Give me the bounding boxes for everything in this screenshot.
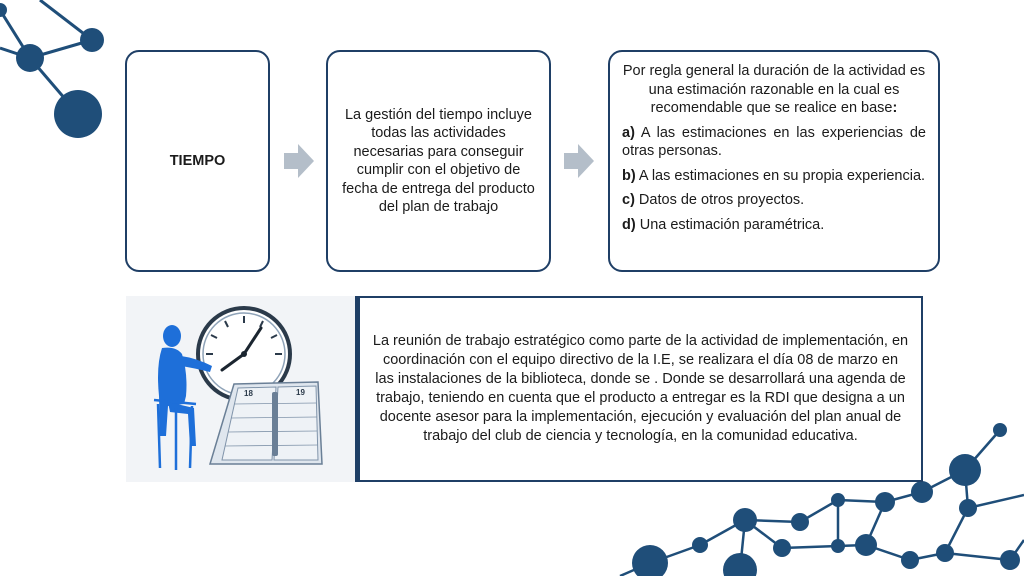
network-node [949,454,981,486]
estimacion-item: b) A las estimaciones en su propia experiencia. [622,167,926,184]
network-node [723,553,757,576]
clock-illustration-panel [126,296,355,482]
estimacion-item: c) Datos de otros proyectos. [622,192,805,208]
network-node [632,545,668,576]
network-node [733,508,757,532]
reunion-text: La reunión de trabajo estratégico como parte de la actividad de implementación, en coordinación con el equipo directivo de la I.E, se realizara el día 08 de marzo en las instalaciones de la biblioteca, donde se . Donde se desarrollará una agenda de trabajo, teniendo en cuenta que el producto a entregar es la RDI que designa a un docente asesor para la implementación, ejecución y evaluación del plan anual de trabajo del club de ciencia y tecnología, en la comunidad educativa. [372,333,909,444]
network-node [773,539,791,557]
network-node [16,44,44,72]
network-node [1000,550,1020,570]
network-node [791,513,809,531]
gestion-tiempo-box [326,50,551,272]
network-node [855,534,877,556]
network-node [901,551,919,569]
calendar-page-left: 18 [244,389,253,398]
estimacion-box [608,50,940,272]
network-node [0,3,7,17]
estimacion-item: a) A las estimaciones en las experiencias de otras personas. [622,124,926,159]
reunion-text-box [355,296,923,482]
tiempo-title: TIEMPO [169,152,226,169]
network-node [993,423,1007,437]
calendar-page-right: 19 [296,388,305,397]
gestion-tiempo-text: La gestión del tiempo incluye todas las actividades necesarias para conseguir cumplir con el objetivo de fecha de entrega del producto del plan de trabajo [342,106,535,215]
network-node [80,28,104,52]
arrow-right-icon [564,144,594,178]
estimacion-intro: Por regla general la duración de la actividad es una estimación razonable en la cual es recomendable que se realice en base: [622,63,926,116]
tiempo-box [125,50,270,272]
estimacion-item: d) Una estimación paramétrica. [622,216,825,233]
clock-calendar-illustration [126,296,355,482]
network-node [54,90,102,138]
arrow-right-icon [284,144,314,178]
network-node [831,539,845,553]
network-node [831,493,845,507]
network-node [875,492,895,512]
network-node [911,481,933,503]
network-node [936,544,954,562]
network-node [959,499,977,517]
network-node [692,537,708,553]
